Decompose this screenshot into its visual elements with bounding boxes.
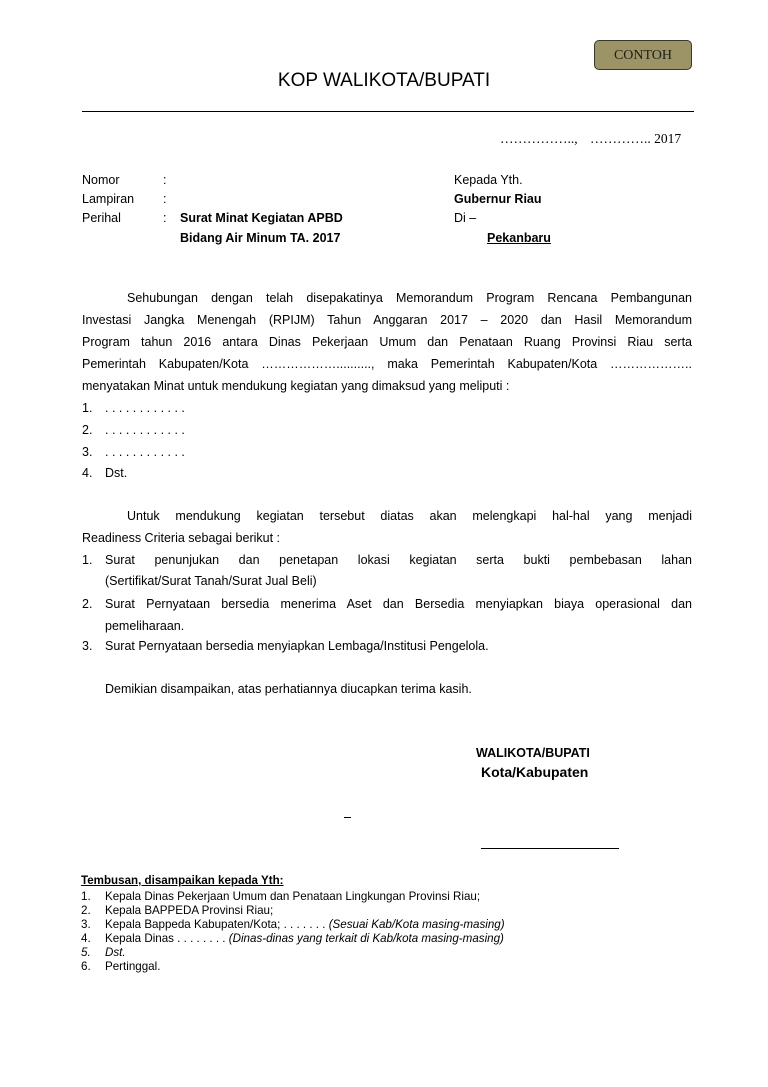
criteria-number: 3. (82, 639, 93, 653)
paragraph1-line: Program tahun 2016 antara Dinas Pekerjaan Umum dan Penataan Ruang Provinsi Riau serta (82, 335, 692, 349)
perihal-label: Perihal (82, 211, 121, 225)
list-item: . . . . . . . . . . . . (105, 445, 185, 459)
signature-line (481, 848, 619, 849)
paragraph2-line: Readiness Criteria sebagai berikut : (82, 531, 281, 545)
cc-number: 1. (81, 890, 91, 903)
cc-item: Kepala Dinas Pekerjaan Umum dan Penataan Lingkungan Provinsi Riau; (105, 890, 481, 903)
date-place: …………….., (500, 131, 578, 146)
date-year: ………….. 2017 (590, 131, 682, 146)
paragraph1-line: Investasi Jangka Menengah (RPIJM) Tahun Anggaran 2017 – 2020 dan Hasil Memorandum (82, 313, 692, 327)
paragraph1-line: menyatakan Minat untuk mendukung kegiatan yang dimaksud yang meliputi : (82, 379, 510, 393)
paragraph2-line: Untuk mendukung kegiatan tersebut diatas akan melengkapi hal-hal yang menjadi (127, 509, 692, 523)
recipient-greeting: Kepada Yth. (454, 173, 523, 187)
list-item: Dst. (105, 466, 128, 480)
cc-number: 6. (81, 960, 91, 973)
criteria-item: Surat penunjukan dan penetapan lokasi kegiatan serta bukti pembebasan lahan (105, 553, 692, 567)
cc-item-note: (Dinas-dinas yang terkait di Kab/kota masing-masing) (228, 932, 504, 945)
cc-item-text: Kepala Dinas . . . . . . . . (105, 932, 226, 945)
list-item-number: 2. (82, 423, 93, 437)
criteria-item-cont: pemeliharaan. (105, 619, 185, 633)
criteria-item-cont: (Sertifikat/Surat Tanah/Surat Jual Beli) (105, 574, 317, 588)
header-title: KOP WALIKOTA/BUPATI (277, 70, 491, 91)
cc-item: Dst. (105, 946, 126, 959)
recipient-name: Gubernur Riau (454, 192, 542, 206)
cc-item: Kepala BAPPEDA Provinsi Riau; (105, 904, 274, 917)
cc-number: 3. (81, 918, 91, 931)
closing-text: Demikian disampaikan, atas perhatiannya diucapkan terima kasih. (105, 682, 472, 696)
criteria-item: Surat Pernyataan bersedia menyiapkan Lembaga/Institusi Pengelola. (105, 639, 489, 653)
perihal-colon: : (163, 211, 167, 225)
paragraph1-line: Sehubungan dengan telah disepakatinya Memorandum Program Rencana Pembangunan (127, 291, 692, 305)
recipient-di: Di – (454, 211, 477, 225)
contoh-badge: CONTOH (594, 40, 692, 70)
criteria-number: 2. (82, 597, 93, 611)
signature-mark (344, 817, 351, 818)
nomor-colon: : (163, 173, 167, 187)
cc-item: Pertinggal. (105, 960, 161, 973)
cc-number: 2. (81, 904, 91, 917)
perihal-line-1: Surat Minat Kegiatan APBD (180, 211, 343, 225)
paragraph1-line: Pemerintah Kabupaten/Kota ……………….........., maka Pemerintah Kabupaten/Kota ……………….. (82, 357, 692, 371)
list-item-number: 3. (82, 445, 93, 459)
list-item: . . . . . . . . . . . . (105, 423, 185, 437)
lampiran-colon: : (163, 192, 167, 206)
recipient-city: Pekanbaru (487, 231, 551, 245)
nomor-label: Nomor (82, 173, 120, 187)
cc-number: 4. (81, 932, 91, 945)
header-divider (82, 111, 694, 112)
cc-item-text: Kepala Bappeda Kabupaten/Kota; . . . . . . . (105, 918, 326, 931)
signature-title: WALIKOTA/BUPATI (476, 746, 590, 760)
criteria-number: 1. (82, 553, 93, 567)
cc-item (105, 918, 505, 931)
cc-number: 5. (81, 946, 91, 959)
lampiran-label: Lampiran (82, 192, 135, 206)
list-item-number: 1. (82, 401, 93, 415)
cc-item-note: (Sesuai Kab/Kota masing-masing) (328, 918, 505, 931)
cc-heading: Tembusan, disampaikan kepada Yth: (81, 874, 284, 887)
signature-subtitle: Kota/Kabupaten (481, 764, 589, 780)
criteria-item: Surat Pernyataan bersedia menerima Aset dan Bersedia menyiapkan biaya operasional dan (105, 597, 692, 611)
list-item-number: 4. (82, 466, 93, 480)
cc-item (105, 932, 504, 945)
list-item: . . . . . . . . . . . . (105, 401, 185, 415)
perihal-line-2: Bidang Air Minum TA. 2017 (180, 231, 341, 245)
